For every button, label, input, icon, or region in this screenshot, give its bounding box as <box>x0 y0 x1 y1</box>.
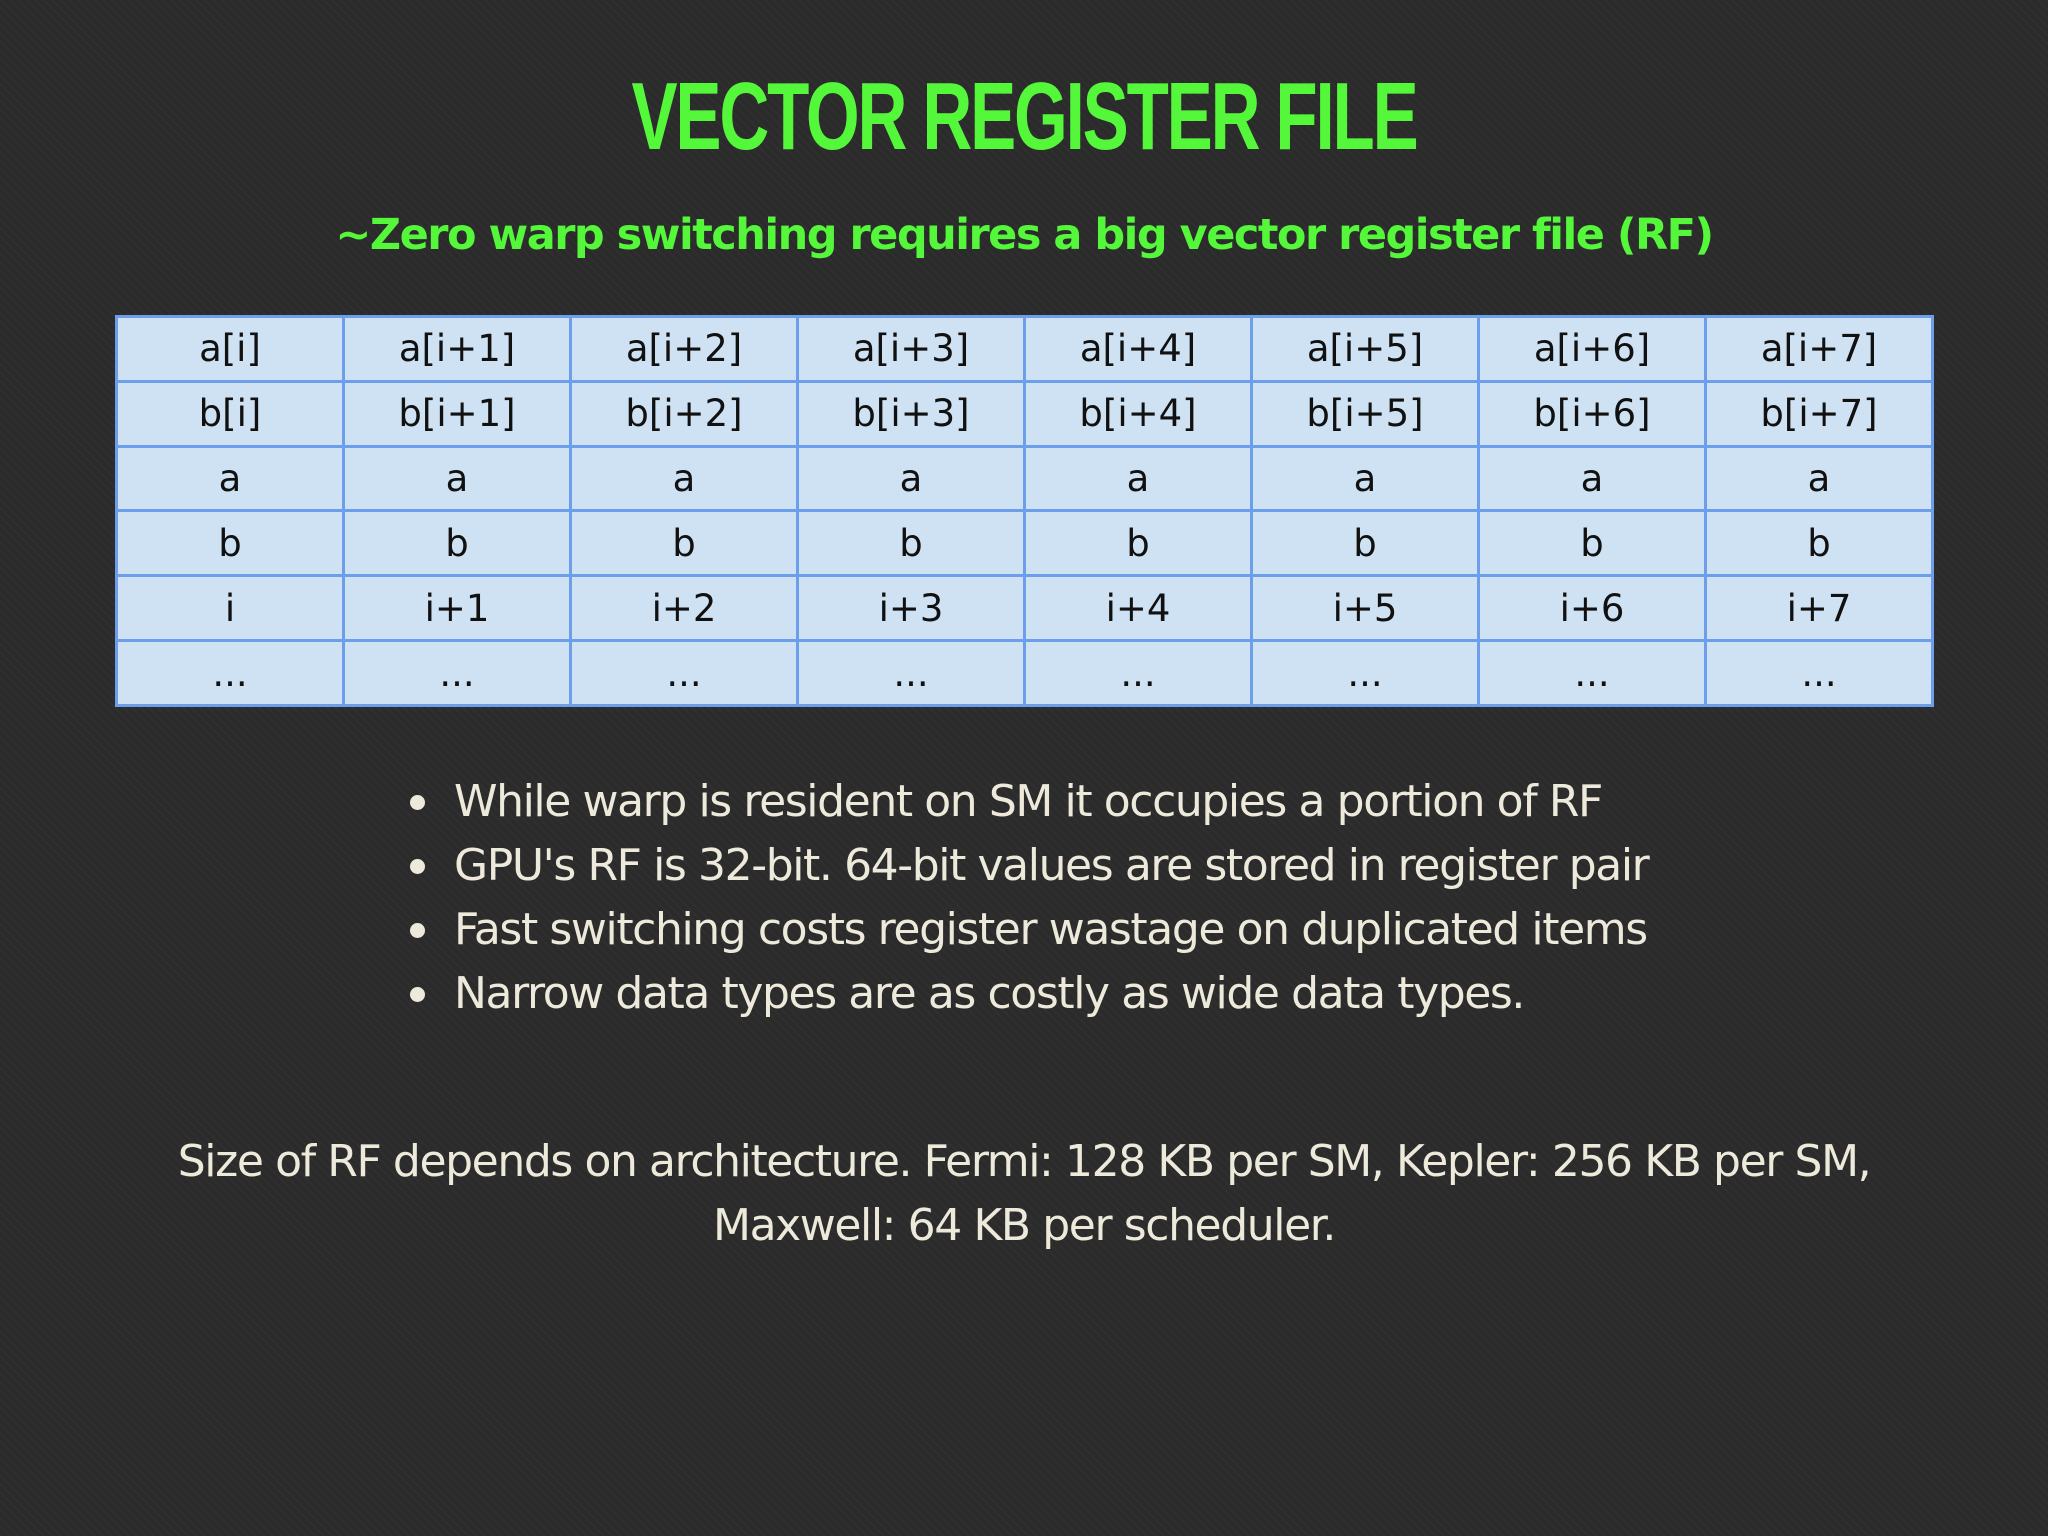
register-cell: i+1 <box>344 576 571 641</box>
register-cell: b <box>1252 511 1479 576</box>
register-cell: a <box>1706 446 1933 511</box>
bullet-item <box>408 962 1648 1026</box>
register-cell: ... <box>1252 641 1479 706</box>
register-cell: a <box>1479 446 1706 511</box>
register-cell: i+7 <box>1706 576 1933 641</box>
register-cell: ... <box>1479 641 1706 706</box>
bullet-dot-icon <box>410 859 425 874</box>
register-file-table <box>115 315 1934 707</box>
register-cell: a <box>1025 446 1252 511</box>
bullet-item <box>408 770 1648 834</box>
bullet-text: Fast switching costs register wastage on duplicated items <box>454 904 1647 955</box>
footer-text-line-2: Maxwell: 64 KB per scheduler. <box>713 1200 1335 1251</box>
register-cell: b[i+7] <box>1706 381 1933 446</box>
register-cell: b[i] <box>117 381 344 446</box>
register-cell: i+5 <box>1252 576 1479 641</box>
register-cell: a[i+1] <box>344 317 571 382</box>
bullet-item <box>408 898 1648 962</box>
register-cell: a[i+6] <box>1479 317 1706 382</box>
register-cell: b <box>1025 511 1252 576</box>
register-cell: i+4 <box>1025 576 1252 641</box>
bullet-text: GPU's RF is 32-bit. 64-bit values are stored in register pair <box>454 840 1649 891</box>
register-row <box>117 511 1933 576</box>
register-row <box>117 641 1933 706</box>
register-cell: a[i+4] <box>1025 317 1252 382</box>
register-cell: a <box>1252 446 1479 511</box>
bullet-text: Narrow data types are as costly as wide data types. <box>454 968 1525 1019</box>
register-cell: ... <box>1706 641 1933 706</box>
register-cell: b <box>1479 511 1706 576</box>
register-cell: a[i+3] <box>798 317 1025 382</box>
register-cell: ... <box>798 641 1025 706</box>
register-cell: a[i] <box>117 317 344 382</box>
register-cell: a <box>798 446 1025 511</box>
register-cell: b[i+3] <box>798 381 1025 446</box>
register-cell: ... <box>117 641 344 706</box>
register-cell: b <box>798 511 1025 576</box>
register-cell: b <box>1706 511 1933 576</box>
register-row <box>117 317 1933 382</box>
register-row <box>117 576 1933 641</box>
register-cell: a[i+2] <box>571 317 798 382</box>
register-cell: b <box>117 511 344 576</box>
register-cell: ... <box>571 641 798 706</box>
register-file-body <box>117 317 1933 706</box>
bullet-text: While warp is resident on SM it occupies a portion of RF <box>454 776 1602 827</box>
register-cell: i+6 <box>1479 576 1706 641</box>
slide-subtitle: ~Zero warp switching requires a big vector register file (RF) <box>335 210 1713 260</box>
register-cell: b[i+4] <box>1025 381 1252 446</box>
register-row <box>117 381 1933 446</box>
register-cell: b <box>571 511 798 576</box>
register-cell: i+2 <box>571 576 798 641</box>
register-cell: b[i+2] <box>571 381 798 446</box>
register-cell: b[i+1] <box>344 381 571 446</box>
bullet-dot-icon <box>410 987 425 1002</box>
register-cell: i <box>117 576 344 641</box>
register-cell: a <box>571 446 798 511</box>
register-cell: b[i+5] <box>1252 381 1479 446</box>
bullet-item <box>408 834 1648 898</box>
bullet-list <box>408 770 1648 1026</box>
register-cell: a[i+7] <box>1706 317 1933 382</box>
bullet-dot-icon <box>410 923 425 938</box>
bullet-dot-icon <box>410 795 425 810</box>
register-row <box>117 446 1933 511</box>
register-cell: b <box>344 511 571 576</box>
register-cell: a <box>344 446 571 511</box>
slide-title: VECTOR REGISTER FILE <box>631 63 1417 170</box>
register-cell: a[i+5] <box>1252 317 1479 382</box>
register-cell: a <box>117 446 344 511</box>
register-cell: b[i+6] <box>1479 381 1706 446</box>
footer-text-line-1: Size of RF depends on architecture. Fermi: 128 KB per SM, Kepler: 256 KB per SM, <box>177 1136 1871 1187</box>
register-cell: ... <box>1025 641 1252 706</box>
register-cell: ... <box>344 641 571 706</box>
register-cell: i+3 <box>798 576 1025 641</box>
